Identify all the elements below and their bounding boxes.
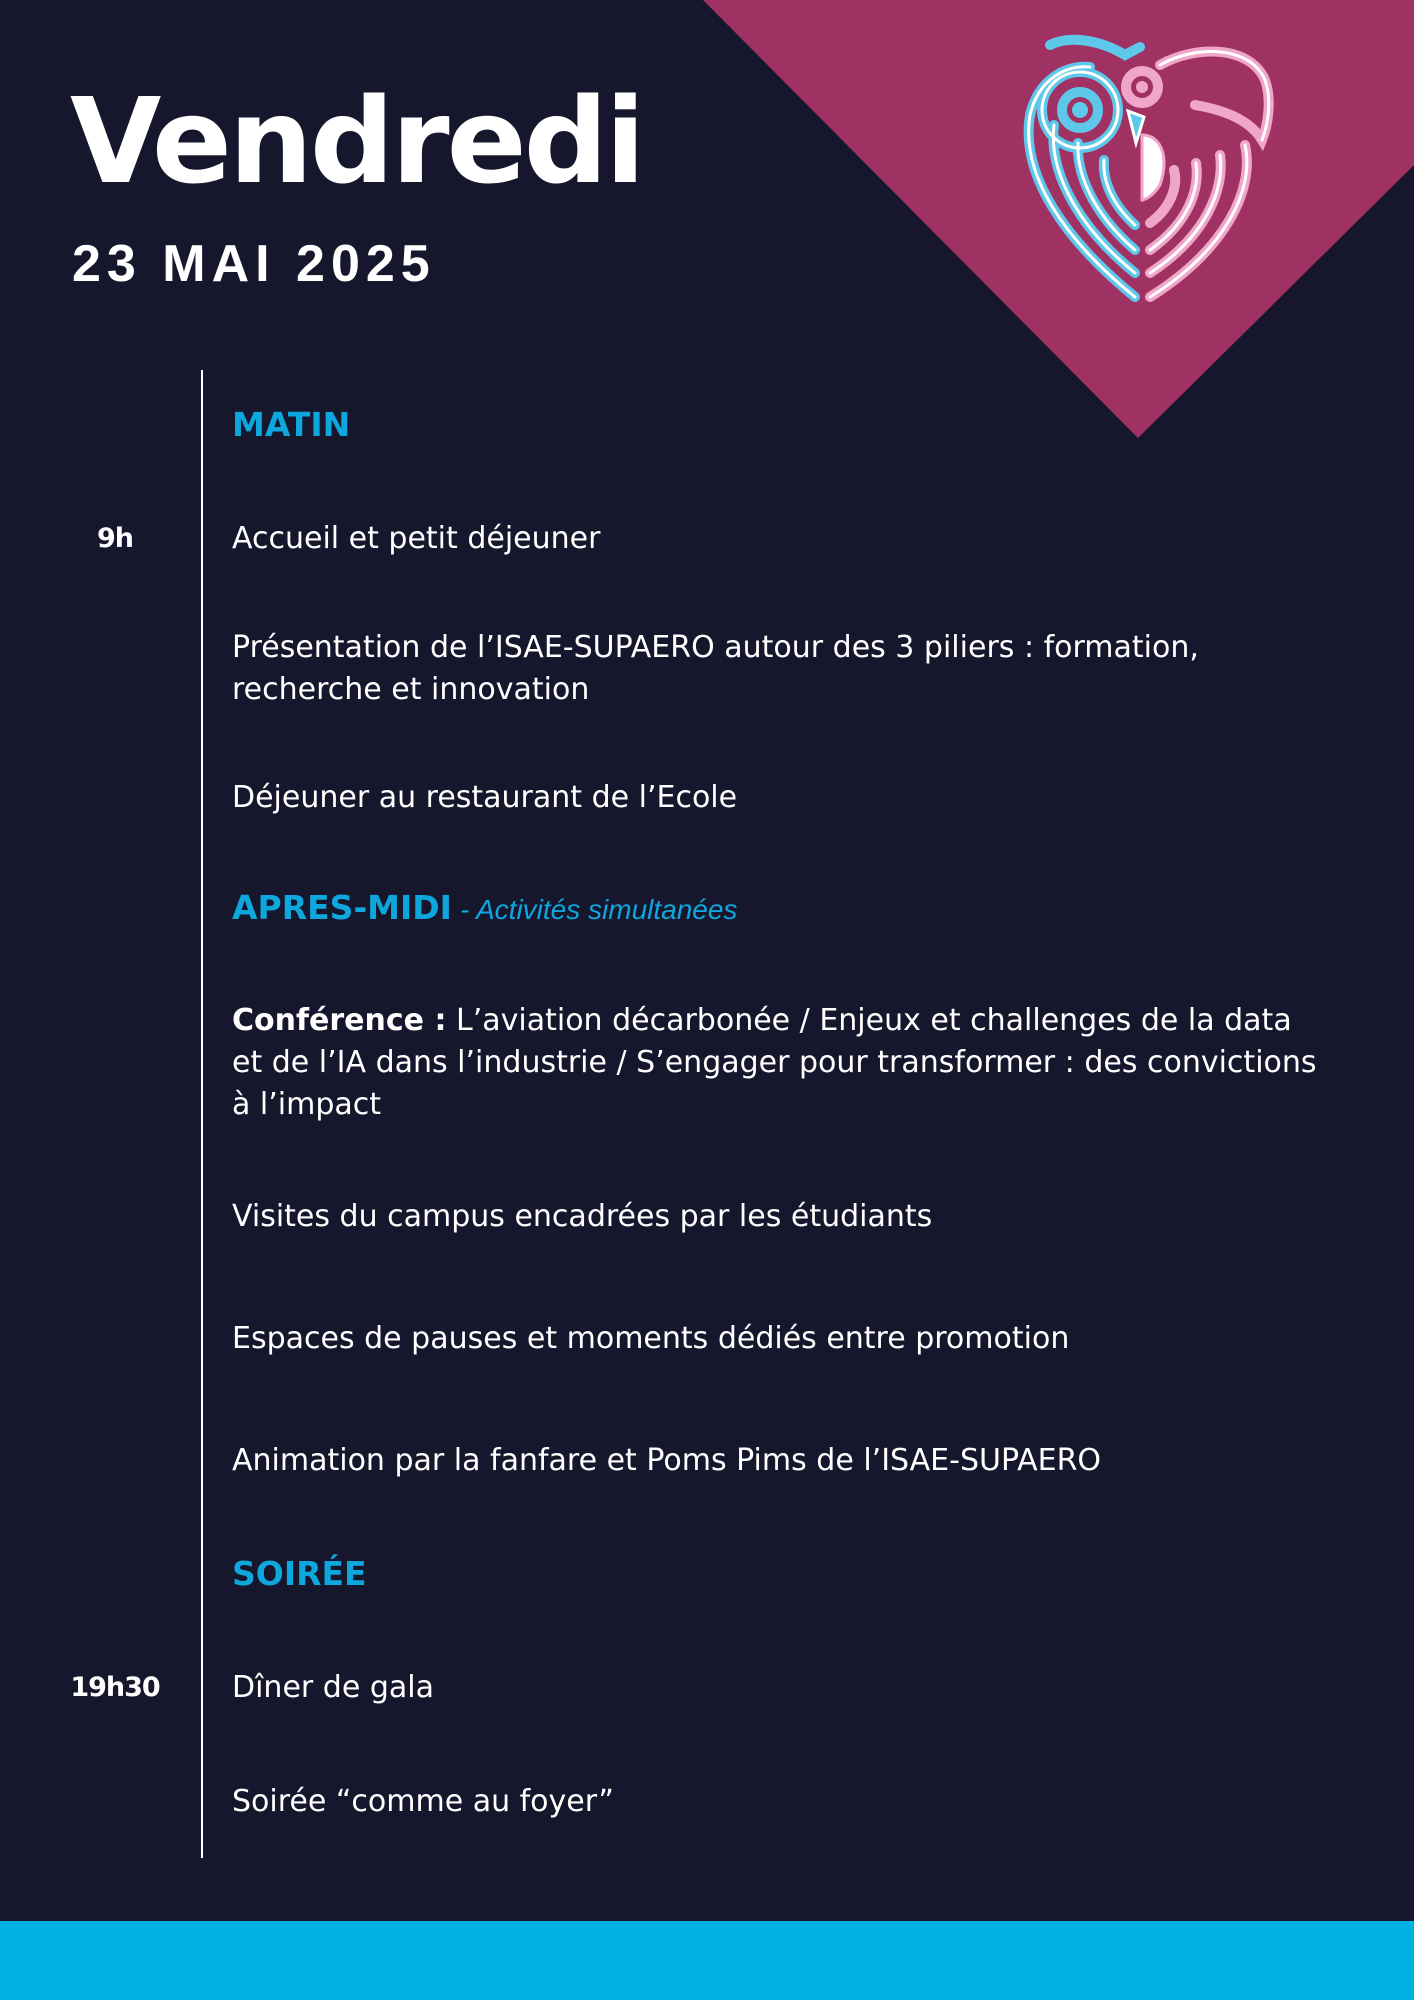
time-label: 19h30 [70,1672,160,1703]
event-date: 23 MAI 2025 [72,235,436,293]
schedule-item-soiree-foyer: Soirée “comme au foyer” [232,1784,614,1819]
section-title-apres-midi [232,888,737,928]
schedule-item-dejeuner: Déjeuner au restaurant de l’Ecole [232,780,738,815]
schedule-item-presentation: Présentation de l’ISAE-SUPAERO autour des 3 piliers : formation, recherche et innovation [232,630,1199,707]
timeline-line [201,370,203,1858]
section-title-matin: MATIN [232,405,351,444]
schedule-item-conference [232,1000,1322,1126]
schedule-item-animation: Animation par la fanfare et Poms Pims de l’ISAE-SUPAERO [232,1443,1102,1478]
schedule-item-accueil: Accueil et petit déjeuner [232,521,601,556]
section-title-soiree: SOIRÉE [232,1554,367,1593]
schedule-item-diner: Dîner de gala [232,1670,434,1705]
schedule-item-visites: Visites du campus encadrées par les étudiants [232,1199,933,1234]
section-title-apres-midi-label: APRES-MIDI [232,888,452,927]
owl-toucan-logo-icon [1010,25,1300,305]
conference-label: Conférence : [232,1003,447,1038]
schedule-item-pauses: Espaces de pauses et moments dédiés entre promotion [232,1321,1070,1356]
day-title: Vendredi [70,72,643,210]
time-label: 9h [96,523,133,554]
footer-bar [0,1921,1414,2000]
conference-text: L’aviation décarbonée / Enjeux et challenges de la data et de l’IA dans l’industrie / S’engager pour transformer : des convictions à l’impact [232,1003,1317,1122]
section-subtitle-simultaneous: - Activités simultanées [459,894,738,925]
